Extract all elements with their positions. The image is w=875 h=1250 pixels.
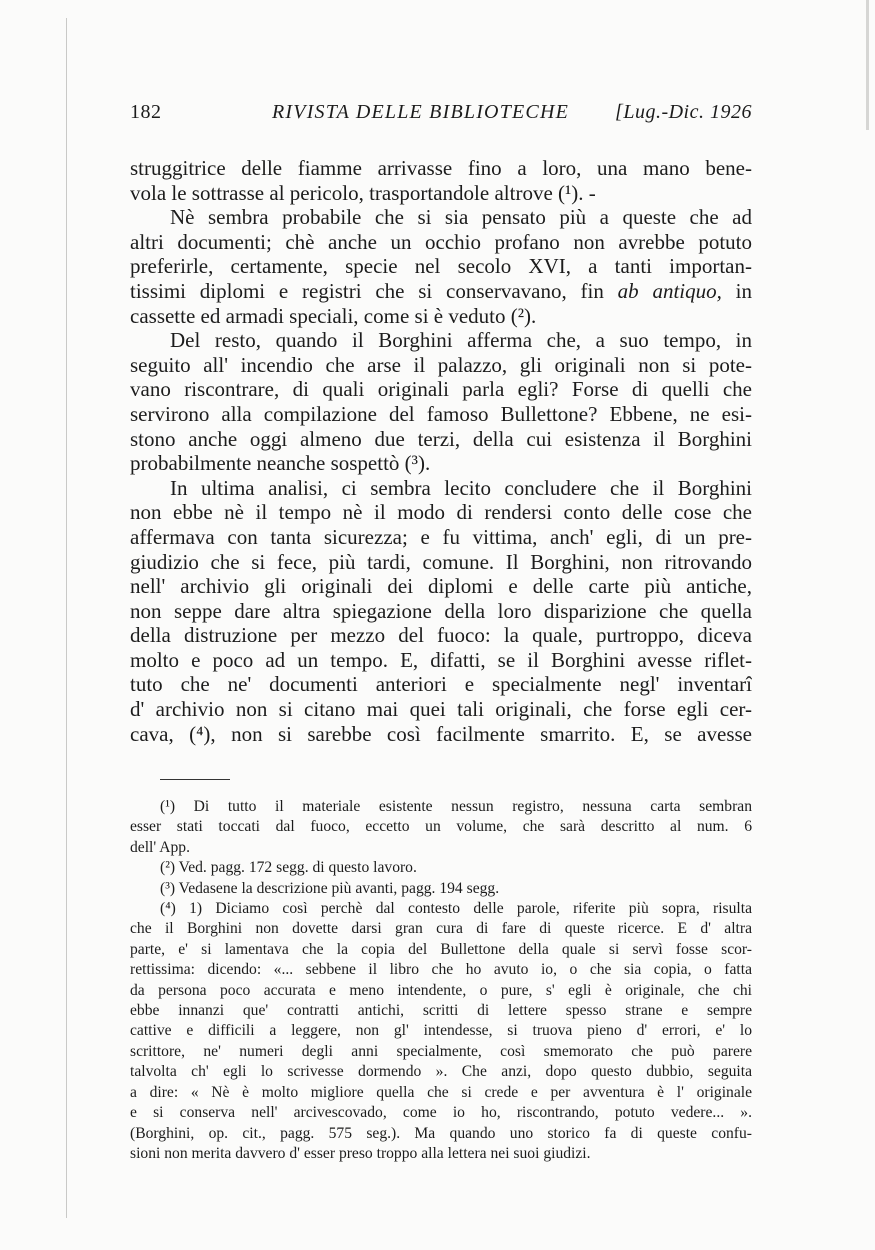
footnote-line: e si conserva nell' arcivescovado, come io ho, riscontrando, potuto vedere... ». (130, 1104, 752, 1122)
page-number: 182 (130, 101, 162, 123)
footnote-line: a dire: « Nè è molto migliore quella che si crede e per avventura è l' originale (130, 1083, 752, 1101)
body-line: molto e poco ad un tempo. E, difatti, se il Borghini avesse riflet- (130, 647, 752, 672)
body-line: non seppe dare altra spiegazione della loro disparizione che quella (130, 598, 752, 623)
body-line: Del resto, quando il Borghini afferma che, a suo tempo, in (170, 328, 752, 353)
body-line: giudizio che si fece, più tardi, comune. Il Borghini, non ritrovando (130, 549, 752, 574)
body-line: probabilmente neanche sospettò (³). (130, 451, 431, 476)
body-line: stono anche oggi almeno due terzi, della cui esistenza il Borghini (130, 426, 752, 451)
italic-phrase: ab antiquo, (617, 278, 722, 303)
body-line: vano riscontrare, di quali originali parla egli? Forse di quelli che (130, 377, 752, 402)
footnote-line: (⁴) 1) Diciamo così perchè dal contesto delle parole, riferite più sopra, risulta (160, 900, 752, 918)
footnote-line: da persona poco accurata e meno intendente, o pure, s' egli è originale, che chi (130, 981, 752, 999)
body-line: preferirle, certamente, specie nel secolo XVI, a tanti importan- (130, 254, 752, 279)
body-line: altri documenti; chè anche un occhio profano non avrebbe potuto (130, 229, 752, 254)
footnote-line: (¹) Di tutto il materiale esistente nessun registro, nessuna carta sembran (160, 798, 752, 815)
body-line: tuto che ne' documenti anteriori e specialmente negl' inventarî (130, 672, 752, 697)
body-line: della distruzione per mezzo del fuoco: la quale, purtroppo, diceva (130, 623, 752, 648)
footnote-line: esser stati toccati dal fuoco, eccetto un volume, che sarà descritto al num. 6 (130, 818, 752, 836)
body-line: nell' archivio gli originali dei diplomi e delle carte più antiche, (130, 574, 752, 599)
body-line: Nè sembra probabile che si sia pensato più a queste che ad (170, 205, 752, 230)
footnote-line: (Borghini, op. cit., pagg. 575 seg.). Ma quando uno storico fa di queste confu- (130, 1124, 752, 1142)
body-line: cava, (⁴), non si sarebbe così facilmente smarrito. E, se avesse (130, 721, 752, 746)
footnote-line: ebbe innanzi que' contratti antichi, scritti di lettere spesso strane e sempre (130, 1002, 752, 1020)
body-line-with-italic (130, 279, 752, 304)
body-line: cassette ed armadi speciali, come si è veduto (²). (130, 303, 537, 328)
footnote-line: parte, e' si lamentava che la copia del Bullettone della quale si servì fosse scor- (130, 940, 752, 958)
footnotes (130, 797, 752, 1164)
body-line: servirono alla compilazione del famoso Bullettone? Ebbene, ne esi- (130, 401, 752, 426)
page-edge-shadow (866, 0, 869, 130)
issue-date: [Lug.-Dic. 1926 (615, 101, 752, 123)
body-line: seguito all' incendio che arse il palazzo, gli originali non si pote- (130, 352, 752, 377)
body-line: In ultima analisi, ci sembra lecito concludere che il Borghini (170, 475, 752, 500)
footnote-line: rettissima: dicendo: «... sebbene il libro che ho avuto io, o che sia copia, o fatta (130, 961, 752, 979)
footnote-line: talvolta ch' egli lo scrivesse dormendo ». Che anzi, dopo questo dubbio, seguita (130, 1063, 752, 1081)
footnote-line: che il Borghini non dovette darsi gran cura di fare di queste ricerce. E d' altra (130, 920, 752, 938)
body-line: non ebbe nè il tempo nè il modo di rendersi conto delle cose che (130, 500, 752, 525)
body-line: affermava con tanta sicurezza; e fu vittima, anch' egli, di un pre- (130, 524, 752, 549)
journal-title: RIVISTA DELLE BIBLIOTECHE (272, 101, 570, 123)
body-line-end: in (735, 278, 752, 303)
footnote-line: scrittore, ne' numeri degli anni specialmente, così smemorato che può parere (130, 1042, 752, 1060)
body-line: vola le sottrasse al pericolo, trasportandole altrove (¹). - (130, 180, 596, 205)
body-text (130, 156, 752, 746)
body-line: d' archivio non si citano mai quei tali originali, che forse egli cer- (130, 697, 752, 722)
footnote-rule (160, 779, 230, 780)
footnote-line: dell' App. (130, 838, 190, 856)
footnote-line: sioni non merita davvero d' esser preso troppo alla lettera nei suoi giudizi. (130, 1144, 591, 1162)
footnote-line: (³) Vedasene la descrizione più avanti, pagg. 194 segg. (160, 879, 500, 897)
body-line: struggitrice delle fiamme arrivasse fino a loro, una mano bene- (130, 156, 752, 180)
page-gutter-shadow (66, 18, 67, 1218)
footnote-line: (²) Ved. pagg. 172 segg. di questo lavoro. (160, 859, 417, 877)
footnote-line: cattive e difficili a leggere, non gl' intendesse, si truova pieno d' errori, e' lo (130, 1022, 752, 1040)
body-line-text: tissimi diplomi e registri che si conservavano, fin (130, 278, 604, 303)
